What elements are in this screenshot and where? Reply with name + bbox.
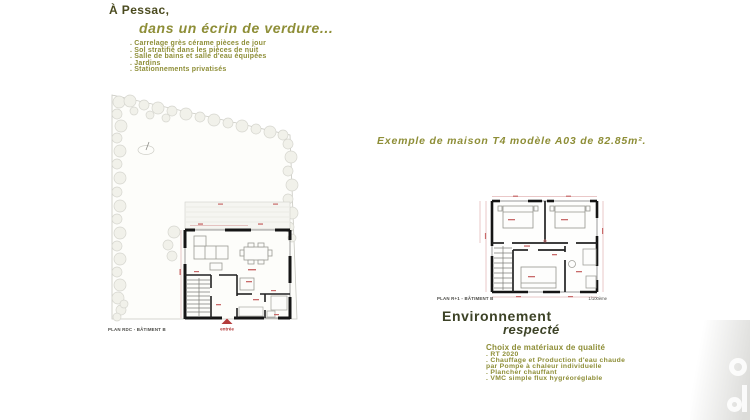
materials-title: Choix de matériaux de qualité — [486, 343, 606, 352]
material-item: par Pompe à chaleur individuelle — [486, 363, 602, 371]
scale-label: 1/100ème — [588, 296, 607, 301]
watermark-glyph — [727, 397, 742, 412]
watermark-glyph — [742, 385, 747, 412]
material-item: . Plancher chauffant — [486, 369, 557, 377]
page-title: À Pessac, — [109, 3, 170, 17]
material-item: . VMC simple flux hygréoréglable — [486, 375, 603, 383]
floor-plan-label: PLAN R+1 - BÂTIMENT B — [437, 296, 494, 301]
example-caption: Exemple de maison T4 modèle A03 de 82.85m². — [377, 135, 647, 147]
materials-list — [486, 352, 625, 382]
feature-item: . Stationnements privatisés — [130, 66, 227, 73]
watermark-glyph — [729, 358, 747, 376]
material-item: . RT 2020 — [486, 351, 519, 358]
environment-title: Environnement — [442, 308, 552, 324]
floor-plan-r1 — [428, 188, 628, 310]
watermark — [690, 320, 750, 420]
features-list — [130, 41, 267, 74]
feature-item: . Sol stratifié dans les pièces de nuit — [130, 46, 259, 54]
material-item: . Chauffage et Production d'eau chaude — [486, 357, 626, 365]
feature-item: . Jardins — [130, 59, 161, 67]
feature-item: . Carrelage grès cérame pièces de jour — [130, 40, 266, 47]
page-subtitle: dans un écrin de verdure... — [139, 20, 334, 36]
entrance-marker — [220, 319, 234, 332]
entrance-label: entrée — [220, 326, 234, 332]
feature-item: . Salle de bains et salle d'eau équipées — [130, 53, 267, 60]
terrace — [185, 202, 290, 229]
site-plan-rdc — [98, 86, 316, 346]
site-plan-label: PLAN RDC - BÂTIMENT B — [108, 327, 166, 332]
environment-subtitle: respecté — [503, 322, 560, 337]
